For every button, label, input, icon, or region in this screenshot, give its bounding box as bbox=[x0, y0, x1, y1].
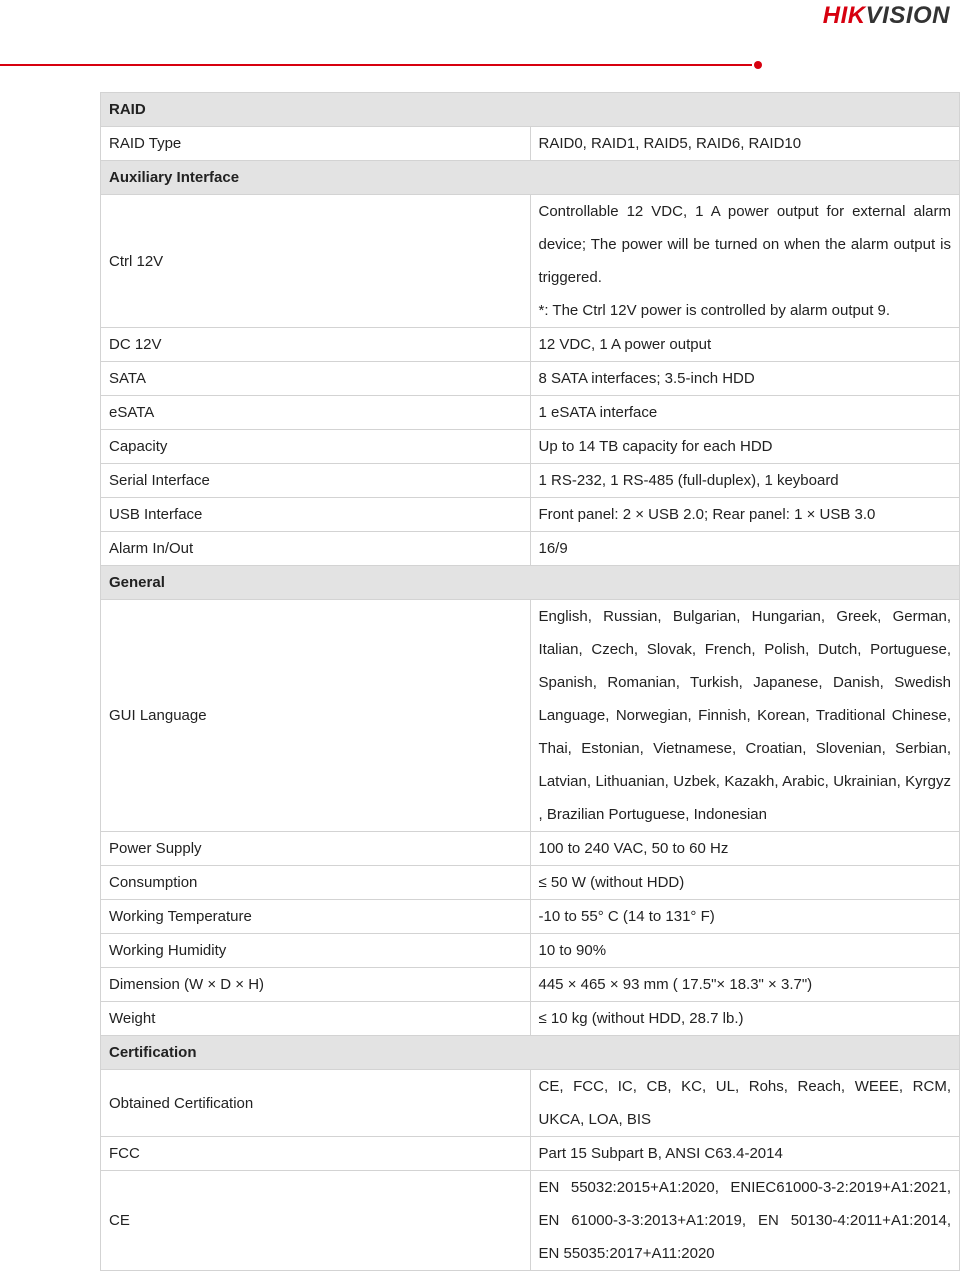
spec-value-line: Controllable 12 VDC, 1 A power output for external alarm device; The power will be turned on when the alarm output is triggered. bbox=[538, 203, 951, 286]
spec-row bbox=[101, 498, 960, 532]
spec-key: CE bbox=[101, 1171, 531, 1271]
spec-value bbox=[530, 900, 960, 934]
spec-value-line: 12 VDC, 1 A power output bbox=[538, 336, 712, 353]
spec-value bbox=[530, 934, 960, 968]
spec-row bbox=[101, 934, 960, 968]
section-title: Certification bbox=[101, 1036, 960, 1070]
spec-key: Weight bbox=[101, 1002, 531, 1036]
spec-key: SATA bbox=[101, 362, 531, 396]
section-title: RAID bbox=[101, 93, 960, 127]
section-title: Auxiliary Interface bbox=[101, 161, 960, 195]
spec-value bbox=[530, 396, 960, 430]
spec-key: eSATA bbox=[101, 396, 531, 430]
spec-value-line: English, Russian, Bulgarian, Hungarian, Greek, German, Italian, Czech, Slovak, French, Polish, Dutch, Portuguese, Spanish, Romanian, Turkish, Japanese, Danish, Swedish Language, Norwegian, Finnish, Korean, Traditional Chinese, Thai, Estonian, Vietnamese, Croatian, Slovenian, Serbian, Latvian, Lithuanian, Uzbek, Kazakh, Arabic, Ukrainian, Kyrgyz , Brazilian Portuguese, Indonesian bbox=[538, 608, 951, 823]
spec-value-line: 445 × 465 × 93 mm ( 17.5"× 18.3" × 3.7") bbox=[538, 976, 813, 993]
spec-key: Consumption bbox=[101, 866, 531, 900]
header-divider-dot bbox=[754, 61, 762, 69]
spec-key: FCC bbox=[101, 1137, 531, 1171]
header-divider bbox=[0, 64, 752, 66]
spec-row bbox=[101, 866, 960, 900]
spec-row bbox=[101, 532, 960, 566]
spec-row bbox=[101, 968, 960, 1002]
spec-value bbox=[530, 1002, 960, 1036]
spec-value-line: 10 to 90% bbox=[538, 942, 607, 959]
spec-key: GUI Language bbox=[101, 600, 531, 832]
section-header-row bbox=[101, 161, 960, 195]
spec-row bbox=[101, 600, 960, 832]
spec-value-line: EN 55032:2015+A1:2020, ENIEC61000-3-2:2019+A1:2021, EN 61000-3-3:2013+A1:2019, EN 50130-4:2011+A1:2014, EN 55035:2017+A11:2020 bbox=[538, 1179, 951, 1262]
spec-row bbox=[101, 1070, 960, 1137]
spec-row bbox=[101, 430, 960, 464]
spec-row bbox=[101, 396, 960, 430]
section-header-row bbox=[101, 566, 960, 600]
spec-row bbox=[101, 900, 960, 934]
spec-value bbox=[530, 195, 960, 328]
spec-key: Ctrl 12V bbox=[101, 195, 531, 328]
spec-key: Capacity bbox=[101, 430, 531, 464]
spec-value bbox=[530, 832, 960, 866]
spec-key: DC 12V bbox=[101, 328, 531, 362]
spec-value bbox=[530, 968, 960, 1002]
spec-value-line: Up to 14 TB capacity for each HDD bbox=[538, 438, 773, 455]
spec-value bbox=[530, 127, 960, 161]
spec-key: Power Supply bbox=[101, 832, 531, 866]
spec-value bbox=[530, 498, 960, 532]
spec-value-line: 100 to 240 VAC, 50 to 60 Hz bbox=[538, 840, 729, 857]
spec-value bbox=[530, 362, 960, 396]
spec-value-line: 1 RS-232, 1 RS-485 (full-duplex), 1 keyboard bbox=[538, 472, 839, 489]
spec-key: Working Temperature bbox=[101, 900, 531, 934]
spec-key: USB Interface bbox=[101, 498, 531, 532]
spec-value-line: 1 eSATA interface bbox=[538, 404, 658, 421]
spec-key: Serial Interface bbox=[101, 464, 531, 498]
spec-value bbox=[530, 866, 960, 900]
hikvision-logo bbox=[823, 2, 950, 30]
spec-value bbox=[530, 430, 960, 464]
spec-value-line: Part 15 Subpart B, ANSI C63.4-2014 bbox=[538, 1145, 783, 1162]
spec-key: Dimension (W × D × H) bbox=[101, 968, 531, 1002]
spec-key: Alarm In/Out bbox=[101, 532, 531, 566]
spec-row bbox=[101, 195, 960, 328]
spec-value bbox=[530, 532, 960, 566]
spec-value-line: Front panel: 2 × USB 2.0; Rear panel: 1 × USB 3.0 bbox=[538, 506, 876, 523]
spec-key: RAID Type bbox=[101, 127, 531, 161]
section-header-row bbox=[101, 93, 960, 127]
spec-value bbox=[530, 1070, 960, 1137]
spec-value bbox=[530, 328, 960, 362]
spec-value bbox=[530, 1137, 960, 1171]
spec-value-line: CE, FCC, IC, CB, KC, UL, Rohs, Reach, WEEE, RCM, UKCA, LOA, BIS bbox=[538, 1078, 951, 1128]
spec-row bbox=[101, 1137, 960, 1171]
spec-value-line: ≤ 10 kg (without HDD, 28.7 lb.) bbox=[538, 1010, 744, 1027]
spec-value-line: 8 SATA interfaces; 3.5-inch HDD bbox=[538, 370, 755, 387]
spec-row bbox=[101, 328, 960, 362]
spec-row bbox=[101, 832, 960, 866]
spec-value-line: -10 to 55° C (14 to 131° F) bbox=[538, 908, 715, 925]
spec-table bbox=[100, 92, 960, 1271]
logo-vision-text: VISION bbox=[865, 2, 950, 29]
spec-row bbox=[101, 362, 960, 396]
spec-value bbox=[530, 600, 960, 832]
spec-row bbox=[101, 1171, 960, 1271]
spec-row bbox=[101, 127, 960, 161]
spec-value-line: RAID0, RAID1, RAID5, RAID6, RAID10 bbox=[538, 135, 802, 152]
spec-value-line: 16/9 bbox=[538, 540, 568, 557]
spec-value bbox=[530, 464, 960, 498]
section-header-row bbox=[101, 1036, 960, 1070]
spec-value-line: *: The Ctrl 12V power is controlled by alarm output 9. bbox=[538, 302, 891, 319]
logo-hik-text: HIK bbox=[822, 2, 866, 29]
section-title: General bbox=[101, 566, 960, 600]
spec-row bbox=[101, 464, 960, 498]
spec-key: Working Humidity bbox=[101, 934, 531, 968]
spec-value bbox=[530, 1171, 960, 1271]
spec-row bbox=[101, 1002, 960, 1036]
spec-key: Obtained Certification bbox=[101, 1070, 531, 1137]
spec-value-line: ≤ 50 W (without HDD) bbox=[538, 874, 685, 891]
